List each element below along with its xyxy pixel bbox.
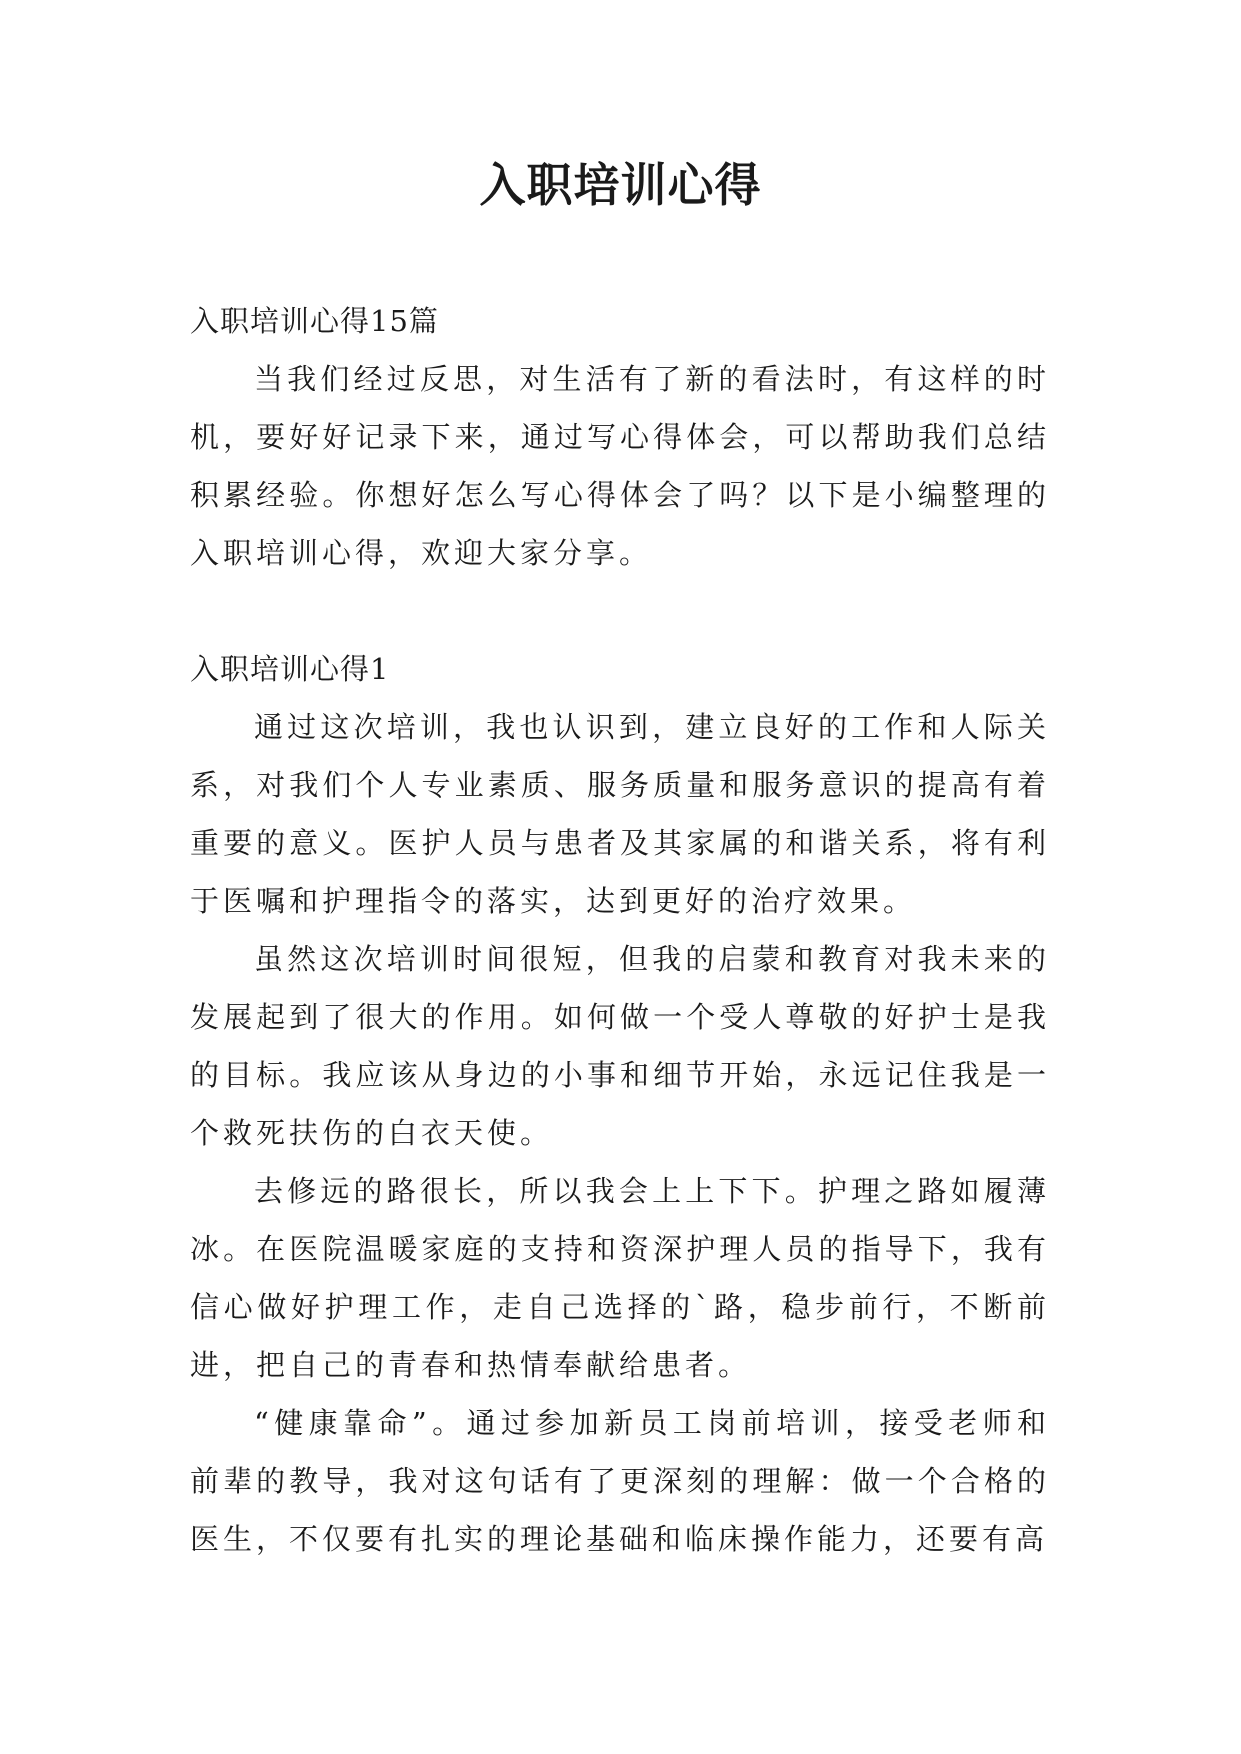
- intro-heading: 入职培训心得15篇: [190, 304, 439, 338]
- document-title: 入职培训心得: [479, 158, 762, 212]
- section1-heading: 入职培训心得1: [190, 652, 390, 686]
- section1-paragraph-1: 通过这次培训，我也认识到，建立良好的工作和人际关系，对我们个人专业素质、服务质量和服务意识的提高有着重要的意义。医护人员与患者及其家属的和谐关系，将有利于医嘱和护理指令的落实，达到更好的治疗效果。: [190, 710, 1050, 918]
- section1-paragraph-2: 虽然这次培训时间很短，但我的启蒙和教育对我未来的发展起到了很大的作用。如何做一个受人尊敬的好护士是我的目标。我应该从身边的小事和细节开始，永远记住我是一个救死扶伤的白衣天使。: [190, 942, 1050, 1150]
- intro-paragraph: 当我们经过反思，对生活有了新的看法时，有这样的时机，要好好记录下来，通过写心得体会，可以帮助我们总结积累经验。你想好怎么写心得体会了吗？以下是小编整理的入职培训心得，欢迎大家分享。: [190, 362, 1050, 570]
- section-spacer: [190, 582, 1050, 640]
- document-body: [190, 292, 1050, 1568]
- section1-paragraph-4: “健康靠命”。通过参加新员工岗前培训，接受老师和前辈的教导，我对这句话有了更深刻的理解：做一个合格的医生，不仅要有扎实的理论基础和临床操作能力，还要有高: [190, 1406, 1050, 1556]
- section1-paragraph-3: 去修远的路很长，所以我会上上下下。护理之路如履薄冰。在医院温暖家庭的支持和资深护理人员的指导下，我有信心做好护理工作，走自己选择的`路，稳步前行，不断前进，把自己的青春和热情奉献给患者。: [190, 1174, 1050, 1382]
